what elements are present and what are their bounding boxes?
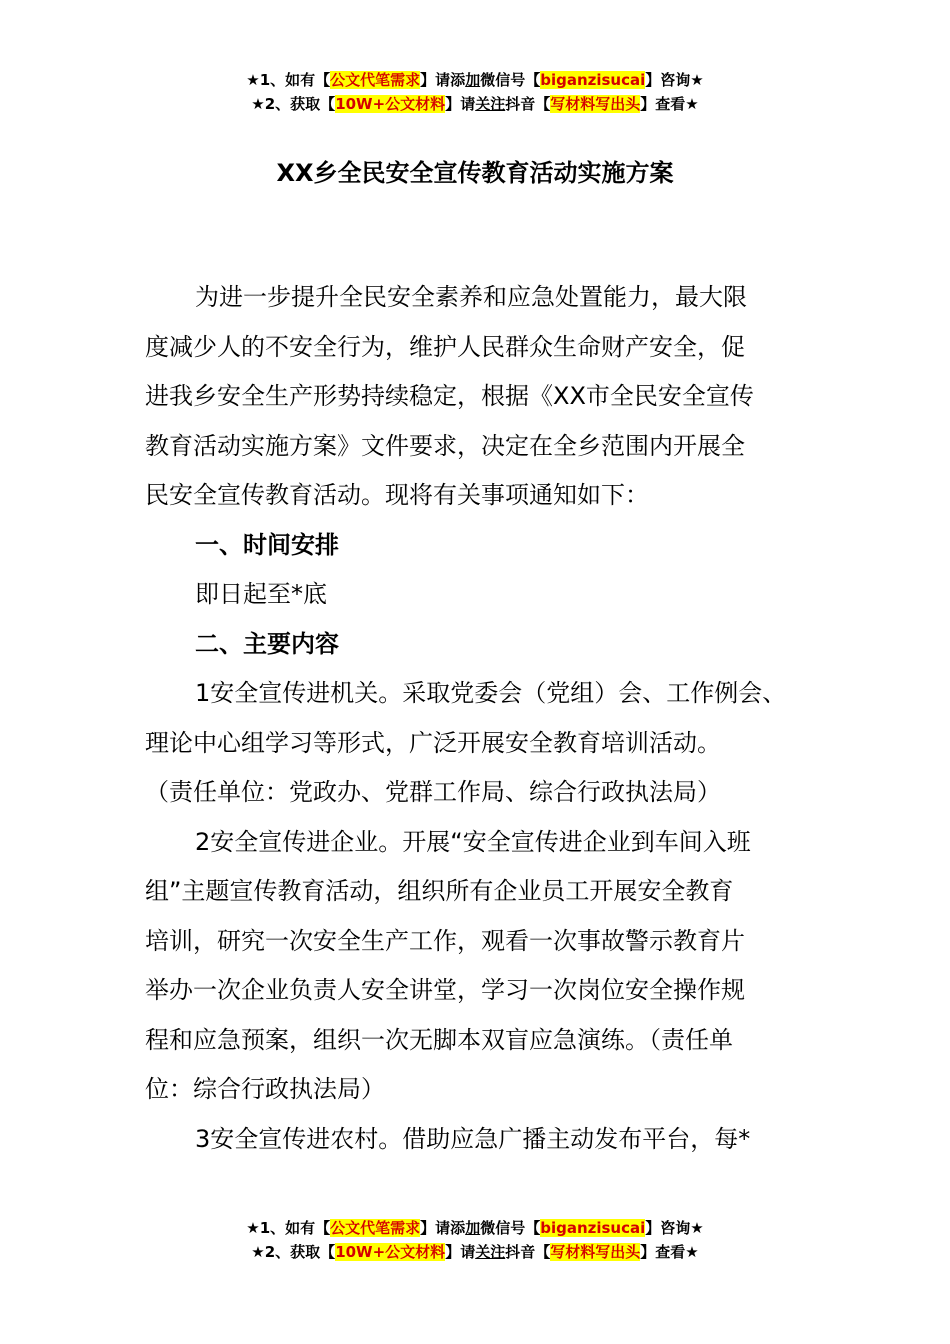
paragraph-line: 程和应急预案，组织一次无脚本双盲应急演练。（责任单 [145,1025,733,1054]
document-title: XX乡全民安全宣传教育活动实施方案 [276,159,674,187]
banner-text: 微信号【 [480,71,541,89]
banner-underline: 关注 [475,95,506,113]
banner-text: ★2、获取【 [251,1243,336,1261]
item-3-paragraph [145,1115,825,1165]
section-heading-content: 二、主要内容 [195,629,339,658]
banner-text: 】查看★ [640,95,699,113]
banner-text: 抖音【 [505,1243,551,1261]
item-1-paragraph [145,669,825,818]
banner-line-1 [0,68,950,92]
banner-text: ★2、获取【 [251,95,336,113]
item-2-paragraph [145,818,825,1115]
banner-highlight: 10W+公文材料 [335,95,446,113]
banner-text: 微信号【 [480,1219,541,1237]
banner-text: 抖音【 [505,95,551,113]
section-heading-time: 一、时间安排 [195,530,339,559]
paragraph-line: 民安全宣传教育活动。现将有关事项通知如下： [145,481,649,509]
paragraph-line: 1安全宣传进机关。采取党委会（党组）会、工作例会、 [195,679,787,707]
banner-text: ★1、如有【 [246,1219,331,1237]
paragraph-line: 2安全宣传进企业。开展“安全宣传进企业到车间入班 [195,827,751,856]
banner-line-2 [0,1240,950,1264]
banner-highlight: 写材料写出头 [550,1243,641,1261]
paragraph-line: 组”主题宣传教育活动，组织所有企业员工开展安全教育 [145,877,734,905]
banner-highlight: 10W+公文材料 [335,1243,446,1261]
banner-line-1 [0,1216,950,1240]
top-banner [0,68,950,116]
banner-underline: 加 [465,71,481,89]
paragraph-line: 度减少人的不安全行为，维护人民群众生命财产安全，促 [145,332,745,361]
banner-highlight: biganzisucai [540,71,646,89]
banner-text: 】请添 [420,71,466,89]
paragraph-line: 教育活动实施方案》文件要求，决定在全乡范围内开展全 [145,431,745,460]
banner-text: 】查看★ [640,1243,699,1261]
bottom-banner [0,1216,950,1264]
banner-underline: 加 [465,1219,481,1237]
banner-line-2 [0,92,950,116]
banner-text: 】咨询★ [645,1219,704,1237]
paragraph-line: （责任单位：党政办、党群工作局、综合行政执法局） [145,778,721,806]
banner-highlight: 公文代笔需求 [330,71,421,89]
paragraph-line: 理论中心组学习等形式，广泛开展安全教育培训活动。 [145,728,721,757]
paragraph-line: 位：综合行政执法局） [145,1075,385,1103]
paragraph-line: 为进一步提升全民安全素养和应急处置能力，最大限 [195,283,747,311]
section-text-time: 即日起至*底 [195,580,327,608]
paragraph-line: 培训，研究一次安全生产工作，观看一次事故警示教育片 [145,926,745,955]
banner-text: 】请 [445,95,476,113]
document-body [145,273,825,1164]
banner-highlight: 写材料写出头 [550,95,641,113]
banner-underline: 关注 [475,1243,506,1261]
intro-paragraph [145,273,825,521]
paragraph-line: 举办一次企业负责人安全讲堂，学习一次岗位安全操作规 [145,976,745,1004]
banner-highlight: 公文代笔需求 [330,1219,421,1237]
banner-text: 】请 [445,1243,476,1261]
paragraph-line: 进我乡安全生产形势持续稳定，根据《XX市全民安全宣传 [145,382,754,410]
banner-highlight: biganzisucai [540,1219,646,1237]
banner-text: 】咨询★ [645,71,704,89]
paragraph-line: 3安全宣传进农村。借助应急广播主动发布平台，每* [195,1124,751,1153]
banner-text: 】请添 [420,1219,466,1237]
banner-text: ★1、如有【 [246,71,331,89]
